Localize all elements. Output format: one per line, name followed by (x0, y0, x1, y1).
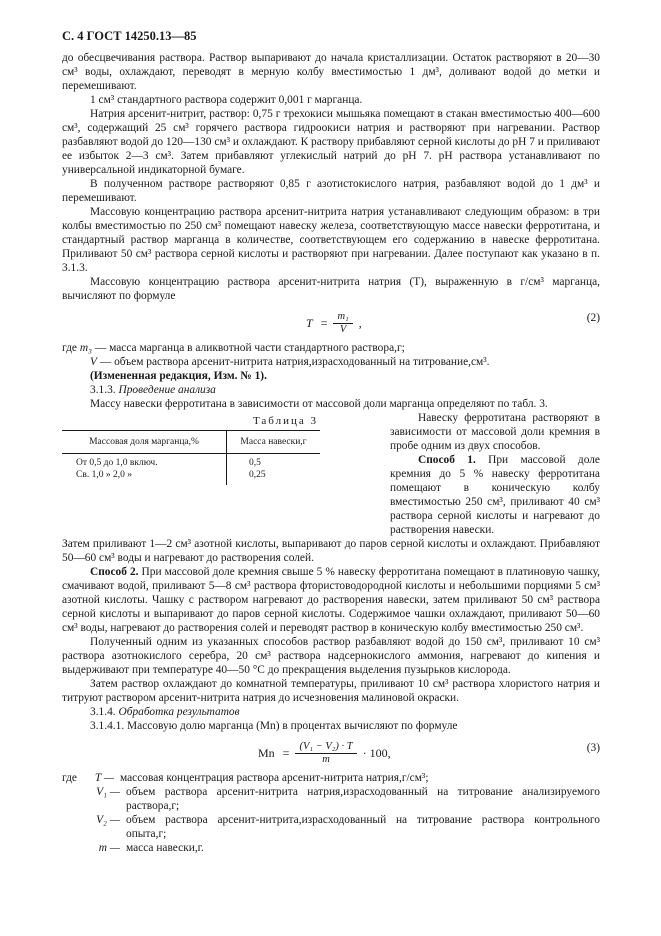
definition-symbol: m — (98, 842, 120, 854)
revision-note: (Измененная редакция, Изм. № 1). (90, 370, 267, 382)
where-1-m3-text: — масса марганца в аликвотной части стандартного раствора,г; (94, 342, 405, 354)
table-cell: Св. 1,0 » 2,0 » (62, 469, 227, 485)
paragraph-10: Полученный одним из указанных способов раствор разбавляют водой до 150 см³, приливают 10 см³ раствора азотнокислого серебра, 20 см³ раствора надсернокислого аммония, нагревают до кипения и выдерживают при температуре 40—50 °С до прекращения выделения пузырьков кислорода. (62, 636, 600, 676)
paragraph-11: Затем раствор охлаждают до комнатной температуры, приливают 10 см³ раствора хлористого натрия и титруют раствором арсенит-нитрита натрия до исчезновения малиновой окраски. (62, 678, 600, 704)
table-and-text (62, 411, 600, 537)
formula-2-fraction (333, 311, 352, 336)
definition-text: масса навески,г. (126, 842, 204, 854)
section-3-1-4-title: Обработка результатов (118, 706, 240, 718)
table-3-header-sample-mass: Масса навески,г (227, 431, 321, 454)
formula-3-denominator: m (322, 753, 330, 765)
formula-3-fraction (295, 741, 356, 766)
definition-text: массовая концентрация раствора арсенит-нитрита натрия,г/см³; (120, 772, 429, 784)
table-3-header-mass-fraction: Массовая доля марганца,% (62, 431, 227, 454)
section-3-1-3-number: 3.1.3. (90, 384, 116, 396)
where-1-prefix: где (62, 342, 77, 354)
formula-2-number: (2) (586, 312, 600, 324)
side-paragraph-2 (390, 453, 600, 537)
formula-3-eq: = (282, 746, 290, 760)
table-cell: От 0,5 до 1,0 включ. (62, 454, 227, 470)
formula-2-tail: , (358, 316, 362, 330)
formula-2-denominator: V (339, 323, 347, 335)
where-block-1 (62, 341, 600, 369)
paragraph-5: Массовую концентрацию раствора арсенит-нитрита натрия устанавливают следующим образом: в три колбы вместимостью по 250 см³ помещают навеску железа, соответствующую массе навески ферротитана, и стандартный раствор марганца в количестве, соответствующем его содержанию в навеске ферротитана. Приливают 50 см³ раствора серной кислоты и растворяют при нагревании. Далее поступают как указано в п. 3.1.3. (62, 206, 600, 274)
where-1-v-symbol: V (90, 356, 97, 368)
document-body (62, 51, 600, 855)
formula-2 (62, 309, 600, 337)
section-3-1-4 (62, 705, 600, 719)
where-2-prefix: где (62, 772, 77, 784)
formula-3-lhs: Mn (258, 746, 275, 760)
page-header: С. 4 ГОСТ 14250.13—85 (62, 29, 197, 43)
method-2-label: Способ 2. (90, 566, 139, 578)
table-3-wrapper (62, 411, 320, 537)
method-1-label: Способ 1. (418, 454, 476, 466)
method-2-text: При массовой доле кремния свыше 5 % навеску ферротитана помещают в платиновую чашку, смачивают водой, приливают 5—8 см³ раствора фтористоводородной кислоты и небольшими порциями 5 см³ азотной кислоты. Чашку с раствором нагревают до растворения навески, затем приливают 50 см³ раствора серной кислоты и выпаривают до паров серной кислоты. Содержимое чашки охлаждают, приливают 50—60 см³ воды, нагревают до растворения солей и переводят раствор в коническую колбу вместимостью 250 см³. (62, 566, 600, 634)
where-1-m3-symbol: m₃ (79, 342, 93, 354)
formula-2-lhs: T (306, 316, 313, 330)
formula-3-numerator: (V₁ − V₂) · T (295, 741, 356, 754)
definition-symbol: V₂ — (96, 814, 120, 826)
definition-row (62, 771, 600, 785)
formula-3-number: (3) (586, 742, 600, 754)
table-cell: 0,5 (249, 458, 261, 468)
paragraph-9 (62, 565, 600, 635)
definition-text: объем раствора арсенит-нитрита натрия,израсходованный на титрование анализируемого раствора,г; (126, 786, 600, 812)
table-3 (62, 430, 320, 485)
paragraph-8: Затем приливают 1—2 см³ азотной кислоты, выпаривают до паров серной кислоты и охлаждают. Прибавляют 50—60 см³ воды и нагревают до растворения солей. (62, 538, 600, 564)
paragraph-7: Массу навески ферротитана в зависимости от массовой доли марганца определяют по табл. 3. (90, 398, 548, 410)
formula-3 (62, 739, 600, 767)
section-3-1-3 (62, 383, 600, 397)
paragraph-12: 3.1.4.1. Массовую долю марганца (Mn) в процентах вычисляют по формуле (90, 720, 458, 732)
definition-row (62, 785, 600, 813)
section-3-1-4-number: 3.1.4. (90, 706, 116, 718)
paragraph-2: 1 см³ стандартного раствора содержит 0,001 г марганца. (90, 94, 363, 106)
where-block-2 (62, 771, 600, 855)
table-3-caption: Таблица 3 (252, 415, 318, 427)
definition-text: объем раствора арсенит-нитрита,израсходованный на титрование раствора контрольного опыта,г; (126, 814, 600, 840)
section-3-1-3-title: Проведение анализа (118, 384, 216, 396)
paragraph-6: Массовую концентрацию раствора арсенит-нитрита натрия (T), выраженную в г/см³ марганца, вычисляют по формуле (62, 276, 600, 302)
definition-row (62, 813, 600, 841)
definition-symbol: T — (94, 772, 114, 784)
table-cell: 0,25 (249, 470, 266, 480)
table-row (62, 469, 320, 485)
where-1-v-text: — объем раствора арсенит-нитрита натрия,израсходованный на титрование,см³. (99, 356, 490, 368)
side-text (320, 411, 600, 537)
side-paragraph-1: Навеску ферротитана растворяют в зависимости от массовой доли кремния в пробе одним из двух способов. (390, 412, 600, 452)
formula-3-tail: · 100, (362, 746, 391, 760)
definition-row (62, 841, 600, 855)
method-1-text: При массовой доле кремния до 5 % навеску ферротитана помещают в коническую колбу вместимостью 250 см³, приливают 40 см³ раствора серной кислоты и нагревают до растворения навески. (390, 454, 600, 536)
paragraph-4: В полученном растворе растворяют 0,85 г азотистокислого натрия, разбавляют водой до 1 дм³ и перемешивают. (62, 178, 600, 204)
paragraph-1: до обесцвечивания раствора. Раствор выпаривают до начала кристаллизации. Остаток растворяют в 20—30 см³ воды, охлаждают, переводят в мерную колбу вместимостью 1 дм³, доливают водой до метки и перемешивают. (62, 52, 600, 92)
definition-symbol: V₁ — (96, 786, 120, 798)
table-row (62, 454, 320, 470)
paragraph-3: Натрия арсенит-нитрит, раствор: 0,75 г трехокиси мышьяка помещают в стакан вместимостью 400—600 см³, содержащий 25 см³ горячего раствора гидроокиси натрия и растворяют при нагревании. Раствор разбавляют водой до 120—130 см³ и охлаждают. К раствору прибавляют серной кислоты до pH 7 и приливают ее избыток 2—3 см³. Затем прибавляют углекислый натрий до pH 7. pH раствора устанавливают по универсальной индикаторной бумаге. (62, 108, 600, 176)
formula-2-eq: = (320, 316, 328, 330)
formula-2-numerator: m₁ (333, 311, 352, 324)
